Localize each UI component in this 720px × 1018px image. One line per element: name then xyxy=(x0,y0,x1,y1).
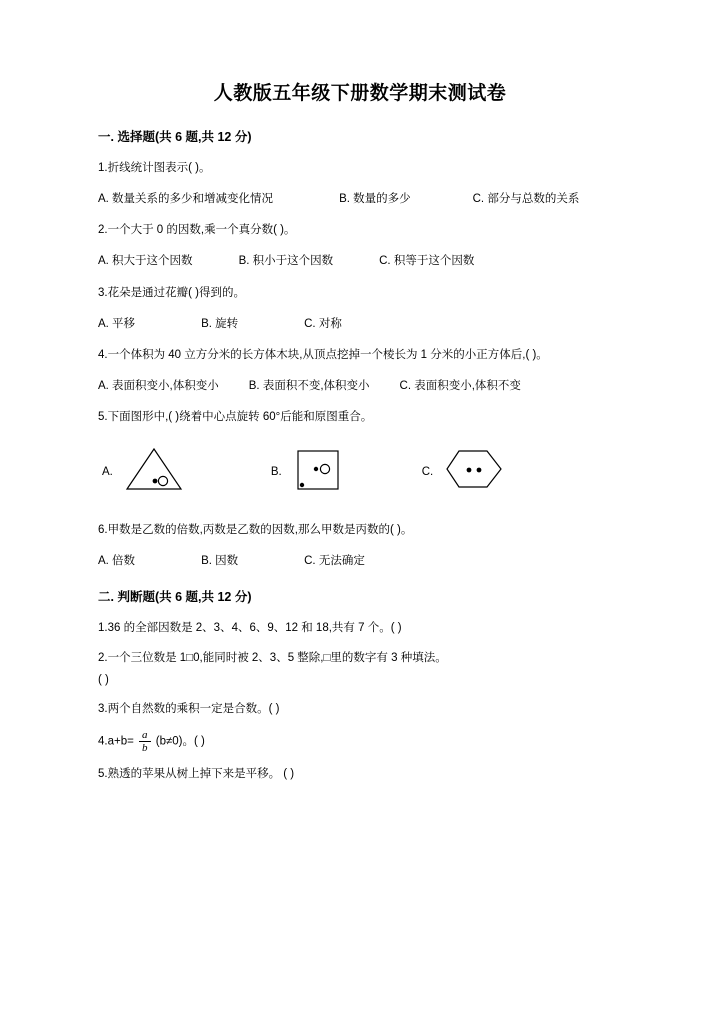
question-2-stem: 2.一个大于 0 的因数,乘一个真分数( )。 xyxy=(98,224,296,237)
square-with-dots-icon xyxy=(292,445,348,498)
question-5-shape-options xyxy=(98,445,622,498)
fraction-denominator: b xyxy=(139,741,151,754)
q1-option-a[interactable]: A. 数量关系的多少和增减变化情况 xyxy=(98,193,274,206)
question-4-stem: 4.一个体积为 40 立方分米的长方体木块,从顶点挖掉一个棱长为 1 分米的小正方体后,( )。 xyxy=(98,348,548,361)
q5-option-b[interactable] xyxy=(271,445,348,498)
tf-item-5: 5.熟透的苹果从树上掉下来是平移。 ( ) xyxy=(98,767,295,780)
q5-option-a-label: A. xyxy=(102,465,113,478)
q2-option-a[interactable]: A. 积大于这个因数 xyxy=(98,255,193,268)
fraction-numerator: a xyxy=(142,729,148,742)
question-2-options xyxy=(98,251,622,271)
q6-option-c[interactable]: C. 无法确定 xyxy=(304,555,365,568)
tf-item-2-text: 2.一个三位数是 1□0,能同时被 2、3、5 整除,□里的数字有 3 种填法。 xyxy=(98,652,447,665)
question-3-options xyxy=(98,314,622,334)
question-4-options xyxy=(98,376,622,396)
q3-option-b[interactable]: B. 旋转 xyxy=(201,317,239,330)
q2-option-c[interactable]: C. 积等于这个因数 xyxy=(379,255,475,268)
section-heading-truefalse: 二. 判断题(共 6 题,共 12 分) xyxy=(98,590,252,605)
hexagon-with-dots-icon xyxy=(443,445,509,498)
q1-option-c[interactable]: C. 部分与总数的关系 xyxy=(472,193,580,206)
tf-item-4-prefix: 4.a+b= xyxy=(98,735,134,748)
section-heading-choice: 一. 选择题(共 6 题,共 12 分) xyxy=(98,130,252,144)
q4-option-c[interactable]: C. 表面积变小,体积不变 xyxy=(399,379,521,392)
question-3-stem: 3.花朵是通过花瓣( )得到的。 xyxy=(98,286,245,299)
tf-item-1: 1.36 的全部因数是 2、3、4、6、9、12 和 18,共有 7 个。( ) xyxy=(98,622,402,635)
fraction-a-over-b xyxy=(139,729,151,755)
question-6-options xyxy=(98,551,622,571)
q3-option-c[interactable]: C. 对称 xyxy=(304,317,342,330)
question-5-stem: 5.下面图形中,( )绕着中心点旋转 60°后能和原图重合。 xyxy=(98,411,373,423)
q6-option-a[interactable]: A. 倍数 xyxy=(98,555,136,568)
question-1-options xyxy=(98,189,622,209)
q1-option-b[interactable]: B. 数量的多少 xyxy=(339,193,411,206)
tf-item-4-suffix: (b≠0)。( ) xyxy=(155,735,205,748)
q5-option-c[interactable] xyxy=(422,445,510,498)
q5-option-a[interactable] xyxy=(102,445,185,498)
tf-item-3: 3.两个自然数的乘积一定是合数。( ) xyxy=(98,703,280,716)
page-title: 人教版五年级下册数学期末测试卷 xyxy=(213,83,507,104)
question-1-stem: 1.折线统计图表示( )。 xyxy=(98,162,211,174)
q4-option-b[interactable]: B. 表面积不变,体积变小 xyxy=(248,379,370,392)
q5-option-b-label: B. xyxy=(270,465,282,478)
question-6-stem: 6.甲数是乙数的倍数,丙数是乙数的因数,那么甲数是丙数的( )。 xyxy=(98,524,413,537)
q2-option-b[interactable]: B. 积小于这个因数 xyxy=(238,255,334,268)
q3-option-a[interactable]: A. 平移 xyxy=(98,317,136,330)
q5-option-c-label: C. xyxy=(421,465,434,478)
tf-item-2-blank: ( ) xyxy=(98,673,109,686)
triangle-with-dot-icon xyxy=(123,445,185,498)
tf-item-4 xyxy=(98,729,622,755)
tf-item-2 xyxy=(98,648,622,690)
q4-option-a[interactable]: A. 表面积变小,体积变小 xyxy=(98,379,219,392)
q6-option-b[interactable]: B. 因数 xyxy=(201,555,239,568)
